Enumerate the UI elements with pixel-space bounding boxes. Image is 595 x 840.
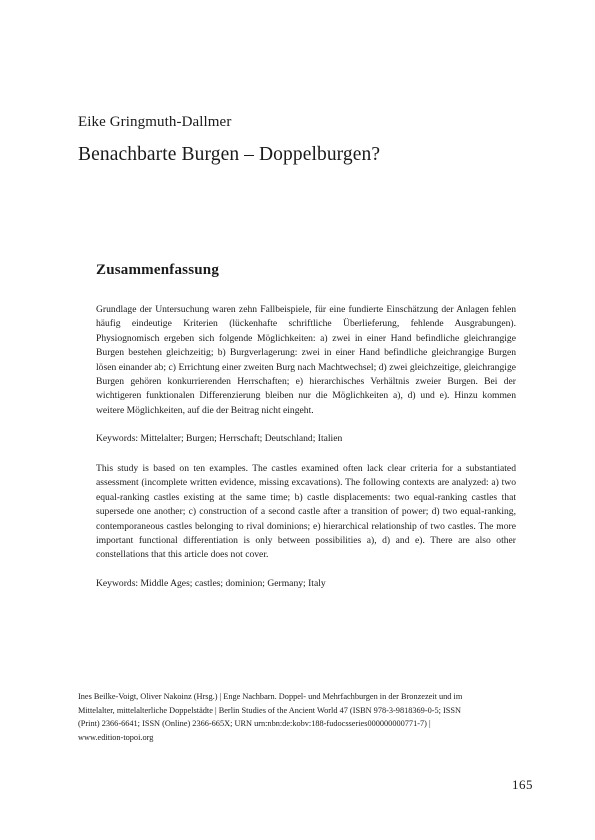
abstract-german: Grundlage der Untersuchung waren zehn Fallbeispiele, für eine fundierte Einschätzung der Anlagen fehlen häufig eindeutige Kriterien (lückenhafte schriftliche Überlieferung, fehlende Ausgrabungen). Physiognomisch ergeben sich folgende Möglichkeiten: a) zwei in einer Hand befindliche gleichrangige Burgen bestehen gleichzeitig; b) Burgverlagerung: zwei in einer Hand befindliche gleichrangige Burgen lösen einander ab; c) Errichtung einer zweiten Burg nach Machtwechsel; d) zwei gleichzeitige, gleichrangige Burgen gehören konkurrierenden Herrschaften; e) hierarchisches Verhältnis zweier Burgen. Bei der wichtigeren funktionalen Differenzierung bleiben nur die Möglichkeiten a), d) und e). Hinzu kommen weitere Möglichkeiten, auf die der Beitrag nicht eingeht. xyxy=(96,304,516,416)
citation-footer: Ines Beilke-Voigt, Oliver Nakoinz (Hrsg.) | Enge Nachbarn. Doppel- und Mehrfachburgen in der Bronzezeit und im Mittelalter, mittelalterliche Doppelstädte | Berlin Studies of the Ancient World 47 (ISBN 978-3-9818369-0-5; ISSN (Print) 2366-6641; ISSN (Online) 2366-665X; URN urn:nbn:de:kobv:188-fudocsseries000000000771-7) | www.edition-topoi.org xyxy=(78,692,463,742)
article-title: Benachbarte Burgen – Doppelburgen? xyxy=(78,144,381,165)
keywords-german: Keywords: Mittelalter; Burgen; Herrschaft; Deutschland; Italien xyxy=(96,433,343,444)
abstract-heading: Zusammenfassung xyxy=(96,262,220,278)
page-number: 165 xyxy=(512,777,533,792)
abstract-english: This study is based on ten examples. The castles examined often lack clear criteria for a substantiated assessment (incomplete written evidence, missing excavations). The following contexts are analyzed: a) two equal-ranking castles existing at the same time; b) castle displacements: two equal-ranking castles that supersede one another; c) construction of a second castle after a transition of power; d) two equal-ranking, contemporaneous castles belonging to rival dominions; e) hierarchical relationship of two castles. The more important functional differentiation is only between possibilities a), d) and e). There are also other constellations that this article does not cover. xyxy=(96,463,516,561)
keywords-english: Keywords: Middle Ages; castles; dominion; Germany; Italy xyxy=(96,578,326,589)
author-name: Eike Gringmuth-Dallmer xyxy=(78,114,232,130)
